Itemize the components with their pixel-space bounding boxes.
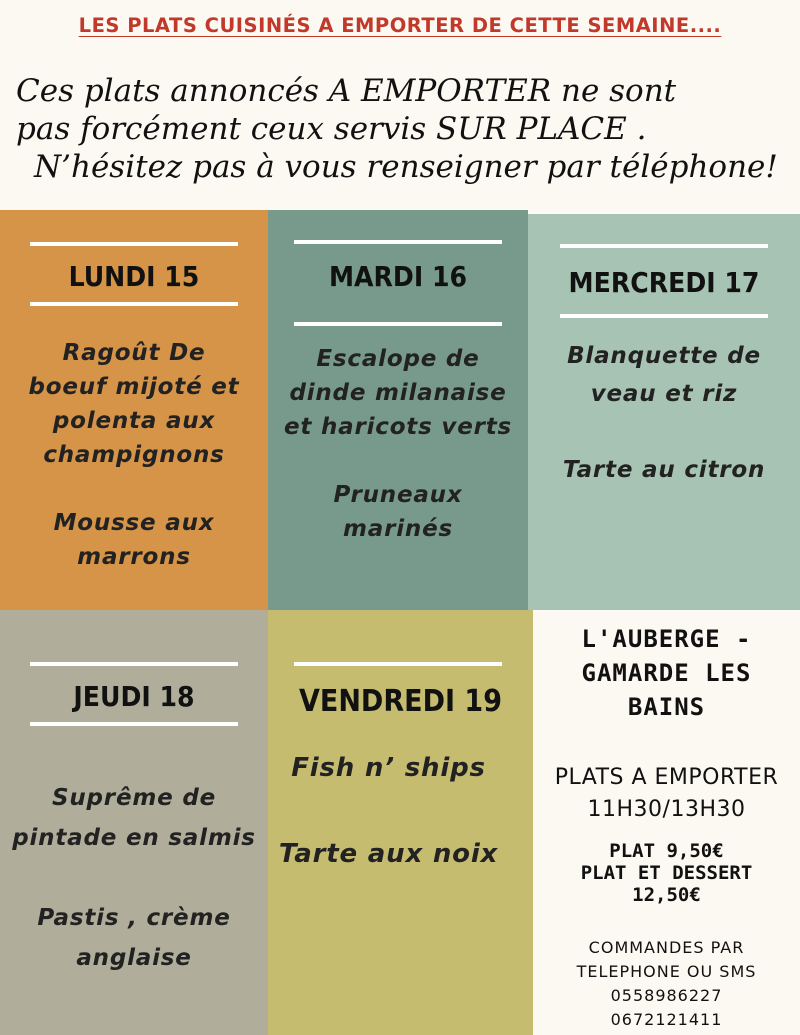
dessert-line: anglaise [76,945,192,971]
divider-top [560,244,768,248]
dessert-line: marrons [77,544,191,570]
intro-line-1: Ces plats annoncés A EMPORTER ne sont [16,73,677,109]
menu-lundi [0,336,268,574]
day-card-vendredi [268,610,533,1035]
dessert-line: marinés [343,516,453,542]
divider-top [294,662,502,666]
dessert-line: Pruneaux [333,482,463,508]
main-dish-line: Suprême de [52,785,216,811]
info-card [533,610,800,1035]
restaurant-name-line: L'AUBERGE - [581,625,752,653]
main-dish-line: veau et riz [590,381,738,407]
dessert-line: Tarte aux noix [278,839,499,869]
headline-text: LES PLATS CUISINÉS A EMPORTER DE CETTE SEMAINE.... [78,14,722,37]
day-title-mercredi: MERCREDI 17 [568,266,760,299]
intro-line-3: N’hésitez pas à vous renseigner par téléphone! [34,149,778,185]
main-dish-line: Fish n’ ships [291,753,486,783]
takeaway-label: PLATS A EMPORTER [554,765,779,790]
main-dish-line: champignons [43,442,225,468]
restaurant-name-line: GAMARDE LES [581,659,752,687]
orders-line: TELEPHONE OU SMS [576,962,757,981]
day-card-mardi [268,210,528,610]
dessert-line: Mousse aux [53,510,215,536]
price-line: 12,50€ [632,884,701,906]
main-dish-line: polenta aux [52,408,216,434]
prices [533,840,800,906]
main-dish-line: pintade en salmis [12,825,256,851]
main-dish-line: et haricots verts [283,414,513,440]
hours-label: 11H30/13H30 [587,797,746,822]
divider-top [30,242,238,246]
divider-top [294,240,502,244]
phone-number: 0672121411 [610,1010,723,1029]
order-contact [533,936,800,1032]
restaurant-name [533,622,800,724]
day-title-lundi: LUNDI 15 [68,260,200,293]
phone-number: 0558986227 [610,986,723,1005]
price-line: PLAT ET DESSERT [580,862,753,884]
divider-bottom [560,314,768,318]
orders-line: COMMANDES PAR [588,938,745,957]
main-dish-line: Escalope de [316,346,480,372]
price-line: PLAT 9,50€ [609,840,724,862]
main-dish-line: boeuf mijoté et [28,374,240,400]
divider-bottom [30,722,238,726]
main-dish-line: Ragoût De [62,340,206,366]
menu-vendredi [268,746,521,876]
menu-jeudi [0,778,268,978]
day-title-mardi: MARDI 16 [328,260,468,293]
day-card-jeudi [0,610,268,1035]
intro-notice [16,72,796,186]
dessert-line: Tarte au citron [562,457,766,483]
day-title-jeudi: JEUDI 18 [73,680,195,713]
main-dish-line: dinde milanaise [289,380,507,406]
divider-bottom [30,302,238,306]
menu-mercredi [528,339,800,487]
page-headline [0,14,800,37]
divider-bottom [294,322,502,326]
takeaway-hours [533,762,800,826]
day-card-mercredi [528,214,800,610]
restaurant-name-line: BAINS [627,693,706,721]
menu-mardi [268,342,528,546]
main-dish-line: Blanquette de [567,343,761,369]
day-card-lundi [0,210,268,610]
day-title-vendredi: VENDREDI 19 [299,684,502,719]
divider-top [30,662,238,666]
intro-line-2: pas forcément ceux servis SUR PLACE . [16,111,647,147]
dessert-line: Pastis , crème [37,905,231,931]
